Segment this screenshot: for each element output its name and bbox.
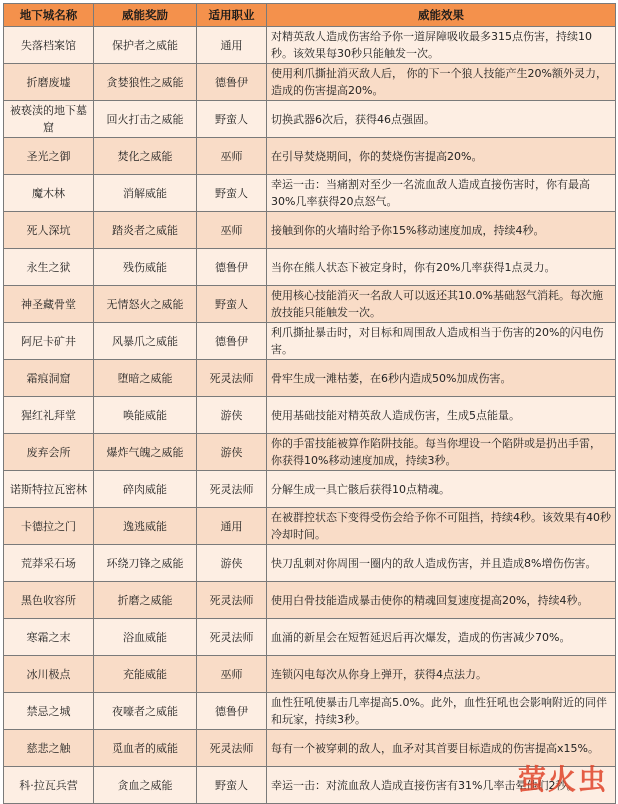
cell-aspect-reward: 贪婪狼性之威能: [94, 64, 197, 101]
cell-applicable-class: 死灵法师: [197, 730, 267, 767]
cell-dungeon-name: 永生之狱: [4, 249, 94, 286]
cell-applicable-class: 巫师: [197, 656, 267, 693]
cell-applicable-class: 通用: [197, 508, 267, 545]
cell-applicable-class: 德鲁伊: [197, 323, 267, 360]
cell-aspect-reward: 环绕刀锋之威能: [94, 545, 197, 582]
table-row: [4, 434, 616, 471]
cell-aspect-reward: 爆炸气魄之威能: [94, 434, 197, 471]
cell-aspect-reward: 堕暗之威能: [94, 360, 197, 397]
table-row: [4, 582, 616, 619]
cell-applicable-class: 野蛮人: [197, 286, 267, 323]
cell-aspect-effect: 幸运一击：对流血敌人造成直接伤害有31%几率击晕他们2秒。: [267, 767, 616, 804]
cell-applicable-class: 通用: [197, 27, 267, 64]
table-row: [4, 360, 616, 397]
header-dungeon-name: 地下城名称: [4, 4, 94, 27]
cell-dungeon-name: 失落档案馆: [4, 27, 94, 64]
cell-aspect-effect: 使用利爪撕扯消灭敌人后， 你的下一个狼人技能产生20%额外灵力，造成的伤害提高20%。: [267, 64, 616, 101]
cell-applicable-class: 德鲁伊: [197, 693, 267, 730]
cell-dungeon-name: 阿尼卡矿井: [4, 323, 94, 360]
cell-aspect-effect: 快刀乱刺对你周围一圈内的敌人造成伤害，并且造成8%增伤伤害。: [267, 545, 616, 582]
cell-applicable-class: 野蛮人: [197, 767, 267, 804]
cell-aspect-reward: 回火打击之威能: [94, 101, 197, 138]
cell-aspect-reward: 碎肉威能: [94, 471, 197, 508]
cell-aspect-reward: 唤能威能: [94, 397, 197, 434]
cell-dungeon-name: 死人深坑: [4, 212, 94, 249]
cell-dungeon-name: 寒霜之末: [4, 619, 94, 656]
aspect-table: [3, 3, 616, 804]
cell-applicable-class: 死灵法师: [197, 582, 267, 619]
cell-applicable-class: 巫师: [197, 138, 267, 175]
cell-dungeon-name: 卡德拉之门: [4, 508, 94, 545]
cell-aspect-effect: 你的手雷技能被算作陷阱技能。每当你埋设一个陷阱或是扔出手雷，你获得10%移动速度加成，持续3秒。: [267, 434, 616, 471]
table-row: [4, 545, 616, 582]
table-row: [4, 101, 616, 138]
cell-applicable-class: 野蛮人: [197, 175, 267, 212]
cell-applicable-class: 游侠: [197, 434, 267, 471]
cell-aspect-reward: 踏炎者之威能: [94, 212, 197, 249]
cell-aspect-effect: 在被群控状态下变得受伤会给予你不可阻挡，持续4秒。该效果有40秒冷却时间。: [267, 508, 616, 545]
cell-applicable-class: 游侠: [197, 397, 267, 434]
cell-aspect-reward: 消解威能: [94, 175, 197, 212]
table-row: [4, 323, 616, 360]
table-row: [4, 693, 616, 730]
cell-aspect-effect: 连锁闪电每次从你身上弹开，获得4点法力。: [267, 656, 616, 693]
cell-aspect-reward: 风暴爪之威能: [94, 323, 197, 360]
cell-aspect-effect: 幸运一击：当痛割对至少一名流血敌人造成直接伤害时，你有最高30%几率获得20点怒气。: [267, 175, 616, 212]
cell-aspect-effect: 切换武器6次后，获得46点强固。: [267, 101, 616, 138]
table-row: [4, 27, 616, 64]
header-aspect-reward: 威能奖励: [94, 4, 197, 27]
cell-aspect-effect: 骨牢生成一滩枯萎，在6秒内造成50%加成伤害。: [267, 360, 616, 397]
cell-aspect-effect: 使用核心技能消灭一名敌人可以返还其10.0%基础怒气消耗。每次施放技能只能触发一次。: [267, 286, 616, 323]
cell-applicable-class: 德鲁伊: [197, 249, 267, 286]
cell-applicable-class: 德鲁伊: [197, 64, 267, 101]
cell-aspect-effect: 接触到你的火墙时给予你15%移动速度加成，持续4秒。: [267, 212, 616, 249]
cell-aspect-reward: 贪血之威能: [94, 767, 197, 804]
table-row: [4, 397, 616, 434]
cell-aspect-reward: 无情怒火之威能: [94, 286, 197, 323]
cell-aspect-reward: 觅血者的威能: [94, 730, 197, 767]
table-row: [4, 138, 616, 175]
cell-aspect-effect: 对精英敌人造成伤害给予你一道屏障吸收最多315点伤害，持续10秒。该效果每30秒只能触发一次。: [267, 27, 616, 64]
cell-aspect-reward: 保护者之威能: [94, 27, 197, 64]
cell-applicable-class: 死灵法师: [197, 619, 267, 656]
cell-dungeon-name: 神圣藏骨堂: [4, 286, 94, 323]
table-header: [4, 4, 616, 27]
cell-dungeon-name: 禁忌之城: [4, 693, 94, 730]
cell-dungeon-name: 圣光之御: [4, 138, 94, 175]
cell-dungeon-name: 猩红礼拜堂: [4, 397, 94, 434]
cell-aspect-reward: 焚化之威能: [94, 138, 197, 175]
cell-aspect-reward: 残伤威能: [94, 249, 197, 286]
cell-aspect-effect: 分解生成一具亡骸后获得10点精魂。: [267, 471, 616, 508]
cell-dungeon-name: 废弃会所: [4, 434, 94, 471]
cell-aspect-effect: 每有一个被穿刺的敌人，血矛对其首要目标造成的伤害提高x15%。: [267, 730, 616, 767]
cell-aspect-effect: 血性狂吼使暴击几率提高5.0%。此外，血性狂吼也会影响附近的同伴和玩家，持续3秒。: [267, 693, 616, 730]
header-aspect-effect: 威能效果: [267, 4, 616, 27]
cell-aspect-effect: 使用基础技能对精英敌人造成伤害，生成5点能量。: [267, 397, 616, 434]
cell-aspect-effect: 当你在熊人状态下被定身时，你有20%几率获得1点灵力。: [267, 249, 616, 286]
table-row: [4, 212, 616, 249]
cell-dungeon-name: 魔木林: [4, 175, 94, 212]
table-row: [4, 64, 616, 101]
cell-dungeon-name: 科·拉瓦兵营: [4, 767, 94, 804]
header-applicable-class: 适用职业: [197, 4, 267, 27]
table-row: [4, 656, 616, 693]
table-row: [4, 175, 616, 212]
cell-aspect-reward: 浴血威能: [94, 619, 197, 656]
watermark-logo: 萤火虫: [517, 763, 608, 796]
cell-aspect-effect: 利爪撕扯暴击时，对目标和周围敌人造成相当于伤害的20%的闪电伤害。: [267, 323, 616, 360]
cell-applicable-class: 游侠: [197, 545, 267, 582]
cell-applicable-class: 死灵法师: [197, 360, 267, 397]
cell-aspect-reward: 夜嚎者之威能: [94, 693, 197, 730]
cell-applicable-class: 巫师: [197, 212, 267, 249]
cell-dungeon-name: 诺斯特拉瓦密林: [4, 471, 94, 508]
cell-dungeon-name: 折磨废墟: [4, 64, 94, 101]
table-row: [4, 471, 616, 508]
cell-aspect-reward: 折磨之威能: [94, 582, 197, 619]
table-row: [4, 286, 616, 323]
cell-dungeon-name: 黑色收容所: [4, 582, 94, 619]
table-row: [4, 249, 616, 286]
cell-dungeon-name: 荒莽采石场: [4, 545, 94, 582]
cell-aspect-reward: 充能威能: [94, 656, 197, 693]
cell-aspect-effect: 血涌的新星会在短暂延迟后再次爆发，造成的伤害减少70%。: [267, 619, 616, 656]
table-row: [4, 619, 616, 656]
cell-dungeon-name: 霜痕洞窟: [4, 360, 94, 397]
table-body: [4, 27, 616, 804]
cell-dungeon-name: 冰川极点: [4, 656, 94, 693]
cell-dungeon-name: 慈悲之触: [4, 730, 94, 767]
cell-aspect-effect: 在引导焚烧期间，你的焚烧伤害提高20%。: [267, 138, 616, 175]
cell-aspect-effect: 使用白骨技能造成暴击使你的精魂回复速度提高20%，持续4秒。: [267, 582, 616, 619]
cell-dungeon-name: 被亵渎的地下墓窟: [4, 101, 94, 138]
cell-applicable-class: 野蛮人: [197, 101, 267, 138]
header-row: [4, 4, 616, 27]
cell-applicable-class: 死灵法师: [197, 471, 267, 508]
table-row: [4, 508, 616, 545]
cell-aspect-reward: 逸逃威能: [94, 508, 197, 545]
